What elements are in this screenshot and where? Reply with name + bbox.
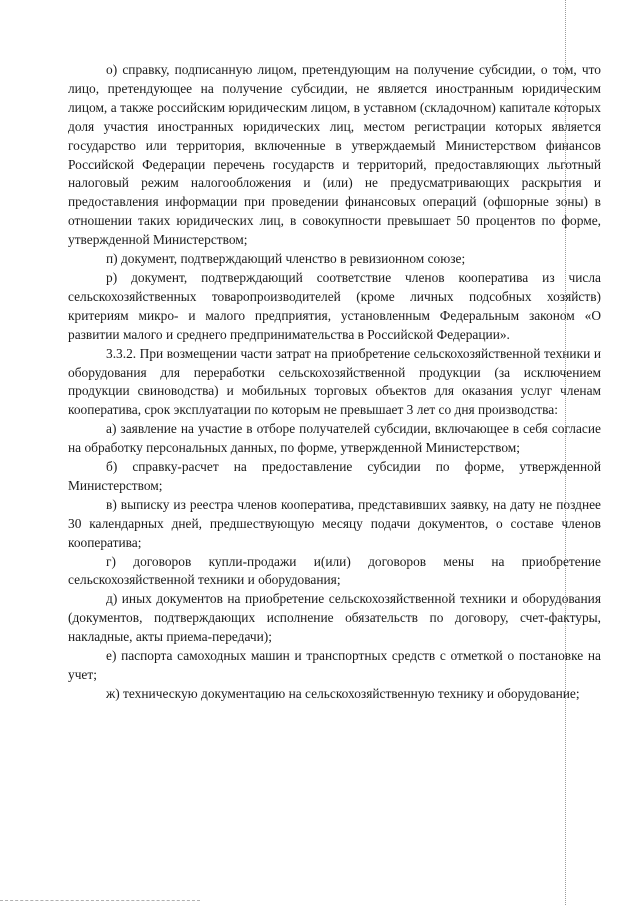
paragraph-item-r: р) документ, подтверждающий соответствие членов кооператива из числа сельскохозяйственных товаропроизводителей (кроме личных подсобных хозяйств) критериям микро- и малого предприятия, установленным Федеральным законом «О развитии малого и среднего предпринимательства в Российской Федерации». [68, 269, 601, 342]
paragraph-item-zh: ж) техническую документацию на сельскохозяйственную технику и оборудование; [106, 685, 580, 701]
paragraph-section-3-3-2: 3.3.2. При возмещении части затрат на приобретение сельскохозяйственной техники и оборудования для переработки сельскохозяйственной продукции (за исключением продукции свиноводства) и мобильных торговых объектов для оказания услуг членам кооператива, срок эксплуатации по которым не превышает 3 лет со дня производства: [68, 345, 601, 418]
paragraph-item-d: д) иных документов на приобретение сельскохозяйственной техники и оборудования (документов, подтверждающих исполнение обязательств по договору, счет-фактуры, накладные, акты приема-передачи); [68, 591, 601, 645]
paragraph-item-b: б) справку-расчет на предоставление субсидии по форме, утвержденной Министерством; [68, 459, 601, 493]
paragraph-item-v: в) выписку из реестра членов кооператива, представивших заявку, на дату не позднее 30 календарных дней, предшествующую месяцу подачи документов, о составе членов кооператива; [68, 496, 601, 550]
paragraph-item-a: а) заявление на участие в отборе получателей субсидии, включающее в себя согласие на обработку персональных данных, по форме, утвержденной Министерством; [68, 421, 601, 456]
paragraph-item-g: г) договоров купли-продажи и(или) договоров мены на приобретение сельскохозяйственной техники и оборудования; [68, 553, 601, 588]
paragraph-item-p: п) документ, подтверждающий членство в ревизионном союзе; [106, 251, 466, 267]
scan-edge-line [0, 900, 200, 901]
paragraph-item-o: о) справку, подписанную лицом, претендующим на получение субсидии, о том, что лицо, претендующее на получение субсидии, не является иностранным юридическим лицом, а также российским юридическим лицом, в уставном (складочном) капитале которых доля участия иностранных юридических лиц, местом регистрации которых является государство или территория, включенные в утверждаемый Министерством финансов Российской Федерации перечень государств и территорий, предоставляющих льготный налоговый режим налогообложения и (или) не предусматривающих раскрытия и предоставления информации при проведении финансовых операций (офшорные зоны) в отношении таких юридических лиц, в совокупности превышает 50 процентов по форме, утвержденной Министерством; [68, 62, 601, 248]
document-body [68, 61, 601, 704]
paragraph-item-e: е) паспорта самоходных машин и транспортных средств с отметкой о постановке на учет; [68, 648, 601, 682]
